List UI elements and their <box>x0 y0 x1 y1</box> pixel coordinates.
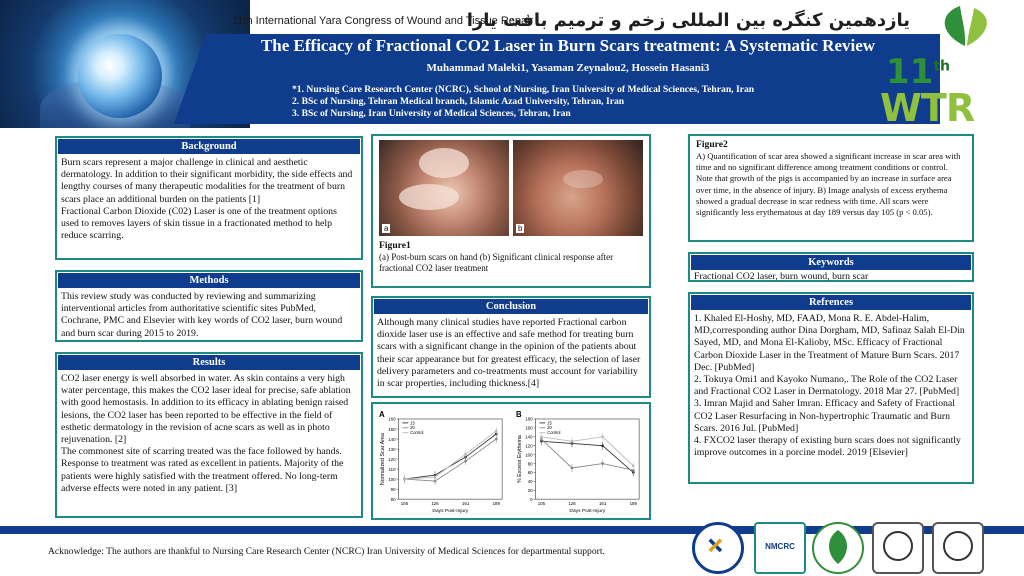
ncrc-logo-text: NMCRC <box>765 542 795 551</box>
conclusion-section <box>371 296 651 398</box>
reference-item: 4. FXCO2 laser therapy of existing burn scars does not significantly improve outcomes in a porcine model. 2019 [Elsevier] <box>694 435 961 459</box>
authors: Muhammad Maleki1, Yasaman Zeynalou2, Hossein Hasani3 <box>426 62 710 74</box>
y-tick-label: 140 <box>525 434 533 440</box>
affiliation-1: *1. Nursing Care Research Center (NCRC), School of Nursing, Iran University of Medical Sciences, Tehran, Iran <box>292 84 755 95</box>
data-point <box>540 435 543 438</box>
y-tick-label: 20 <box>527 488 533 494</box>
sponsor-logos <box>688 520 1024 576</box>
y-tick-label: 130 <box>388 446 396 452</box>
x-tick-label: 105 <box>537 501 546 507</box>
affiliation-2: 2. BSc of Nursing, Tehran Medical branch, Islamic Azad University, Tehran, Iran <box>292 96 625 107</box>
data-point <box>464 453 467 456</box>
data-point <box>571 467 574 470</box>
x-tick-label: 161 <box>461 501 470 507</box>
references-heading: Refrences <box>691 295 971 310</box>
bandage-cross-icon <box>695 525 741 571</box>
y-tick-label: 100 <box>525 452 533 458</box>
keywords-text: Fractional CO2 laser, burn wound, burn scar <box>694 271 869 282</box>
data-point <box>464 460 467 463</box>
y-tick-label: 100 <box>388 476 396 482</box>
chart-scar-area-svg <box>377 408 508 516</box>
figure1-section <box>371 134 651 288</box>
logo-number-suffix: th <box>933 58 950 75</box>
photo-label-a: a <box>384 224 389 233</box>
y-tick-label: 160 <box>388 416 396 422</box>
x-axis-label: Days Post-Injury <box>569 508 606 514</box>
background-heading: Background <box>58 139 360 154</box>
leaf-icon <box>930 4 1000 48</box>
results-paragraph: The commonest site of scarring treated was the face followed by hands. Response to treatment was rated as excellent in patients. Majority of the patients were highly satisfied with the treatment offered. No long-term adverse effects were noted in any patient. [3] <box>61 446 344 494</box>
legend-label: 20 <box>410 425 415 431</box>
legend-label: 15 <box>547 420 552 426</box>
figure1-title: Figure1 <box>379 240 411 251</box>
data-point <box>434 476 437 479</box>
figure2-title: Figure2 <box>696 139 728 150</box>
results-section <box>55 352 363 518</box>
y-tick-label: 150 <box>388 426 396 432</box>
results-heading: Results <box>58 355 360 370</box>
reference-item: 2. Tokuya Omi1 and Kayoko Numano,. The Role of the CO2 Laser and Fractional CO2 Laser in Dermatology. 2018 Mar 27. [PubMed] <box>694 374 960 398</box>
leaf-icon <box>814 524 862 572</box>
reference-item: 3. Imran Majid and Saher Imran. Efficacy and Safety of Fractional CO2 Laser Resurfacing in Non-hypertrophic Traumatic and Burn Scars. 2016 Jul. [PubMed] <box>694 398 955 434</box>
y-tick-label: 80 <box>390 496 396 502</box>
keywords-heading: Keywords <box>691 255 971 270</box>
data-point <box>601 462 604 465</box>
y-tick-label: 80 <box>527 461 533 467</box>
legend-label: 15 <box>410 420 415 426</box>
chart-panel-label: A <box>378 410 385 420</box>
y-tick-label: 110 <box>388 466 396 472</box>
y-tick-label: 120 <box>525 443 533 449</box>
congress-seal-logo <box>692 522 744 574</box>
y-axis-label: % Excess Erythema <box>516 435 523 484</box>
figure2-section <box>688 134 974 242</box>
poster-title: The Efficacy of Fractional CO2 Laser in Burn Scars treatment: A Systematic Review <box>260 36 876 55</box>
x-tick-label: 126 <box>568 501 576 507</box>
glowing-globe <box>78 34 162 118</box>
y-tick-label: 60 <box>527 470 533 476</box>
figure2-caption: A) Quantification of scar area showed a significant increase in scar area with time and no significant difference among treatment conditions or control. Note that growth of the pigs is accompanied by an increase in surface area over time, in the absence of injury. B) Image analysis of excess erythema showed a gradual decrease in scar redness with time. All scars were significantly less erythematous at day 189 versus day 105 (p < 0.05). <box>696 151 961 218</box>
x-tick-label: 189 <box>492 501 500 507</box>
y-tick-label: 140 <box>388 436 396 442</box>
x-axis-label: Days Post-Injury <box>432 508 469 514</box>
y-tick-label: 40 <box>527 479 533 485</box>
figure1-caption: (a) Post-burn scars on hand (b) Significant clinical response after fractional CO2 laser treatment <box>379 252 614 273</box>
data-point <box>495 438 498 441</box>
keywords-section <box>688 252 974 282</box>
logo-number-value: 11 <box>886 52 934 92</box>
x-tick-label: 105 <box>400 501 409 507</box>
logo-wtr-text: WTR <box>880 86 975 128</box>
methods-text: This review study was conducted by reviewing and summarizing interventional articles from authoritative scientific sites PubMed, Cochrane, PMC and Elsevier with key words of CO2 laser, burn wound and burn scar during 2015 to 2019. <box>61 291 343 339</box>
data-point <box>403 478 406 481</box>
chart-erythema <box>514 408 645 516</box>
chart-erythema-svg <box>514 408 645 516</box>
y-tick-label: 90 <box>390 486 396 492</box>
conclusion-heading: Conclusion <box>374 299 648 314</box>
legend-label: Control <box>547 430 561 436</box>
x-tick-label: 126 <box>431 501 439 507</box>
scar-patch <box>563 170 603 188</box>
results-paragraph: CO2 laser energy is well absorbed in water. As skin contains a very high water percentage, this makes the CO2 laser ideal for precise, safe ablation with good hemostasis. In addition to its efficacy in ablating benign raised lesions, the CO2 laser has been reported to be effective in the field of esthetic dermatology in the revision of acne scars as well as in photo rejuvenation. [2] <box>61 373 351 446</box>
figure1-photos <box>379 140 643 236</box>
jahad-emblem-icon <box>934 524 982 572</box>
congress-name-fa: یازدهمین کنگره بین المللی زخم و ترمیم بافت یارا <box>466 10 910 31</box>
jahad-logo <box>872 522 924 574</box>
y-tick-label: 160 <box>525 425 533 431</box>
scar-patch <box>399 184 459 210</box>
methods-section <box>55 270 363 342</box>
background-paragraph: Fractional Carbon Dioxide (C02) Laser is one of the treatment options used to removes layers of skin tissue in a fractionated method to help reduce scarring. <box>61 205 337 242</box>
photo-label-b: b <box>518 224 523 233</box>
data-point <box>632 464 635 467</box>
university-leaf-logo <box>812 522 864 574</box>
data-point <box>601 435 604 438</box>
reference-item: 1. Khaled El-Hoshy, MD, FAAD, Mona R. E. Abdel-Halim, MD,corresponding author Dina Dorgham, MD, Safinaz Salah El-Din Sayed, MD, and Mona El-Kalioby, MSc. Efficacy of Fractional Carbon Dioxide Laser in the Treatment of Mature Burn Scars. 2017 Dec. [PubMed] <box>694 313 965 373</box>
poster-header <box>0 0 1024 128</box>
references-section <box>688 292 974 484</box>
methods-heading: Methods <box>58 273 360 288</box>
data-point <box>495 430 498 433</box>
background-paragraph: Burn scars represent a major challenge in clinical and aesthetic dermatology. In addition to their significant morbidity, the side effects and lengthy courses of many therapeutic modalities for the treatment of burn scars place an additional burden on the patients [1] <box>61 157 353 205</box>
scar-patch <box>419 148 469 178</box>
data-point <box>571 440 574 443</box>
legend-label: Control <box>410 430 424 436</box>
x-tick-label: 189 <box>629 501 637 507</box>
ncrc-logo <box>754 522 806 574</box>
jahad-logo-2 <box>932 522 984 574</box>
background-section <box>55 136 363 260</box>
jahad-emblem-icon <box>874 524 922 572</box>
affiliations <box>292 84 892 120</box>
congress-name-en: 11th International Yara Congress of Wound and Tissue Repair <box>232 15 534 27</box>
acknowledgement: Acknowledge: The authors are thankful to Nursing Care Research Center (NCRC) Iran University of Medical Sciences for departmental support. <box>48 546 605 557</box>
legend-label: 20 <box>547 425 552 431</box>
y-tick-label: 180 <box>525 416 533 422</box>
y-tick-label: 0 <box>530 496 533 502</box>
y-tick-label: 120 <box>388 456 396 462</box>
figure1-photo-after <box>513 140 643 236</box>
figure1-photo-before <box>379 140 509 236</box>
congress-logo <box>860 0 1024 128</box>
affiliation-3: 3. BSc of Nursing, Iran University of Medical Sciences, Tehran, Iran <box>292 108 571 119</box>
data-point <box>601 444 604 447</box>
chart-panel-label: B <box>515 410 522 420</box>
chart-scar-area <box>377 408 508 516</box>
conclusion-text: Although many clinical studies have reported Fractional carbon dioxide laser use is an effective and safe method for treating burn scars with a significant change in the opinion of the patients about their scar appearance but for greatest efficacy, the selection of laser delivery parameters and co-treatments must account for variability in scar properties, including thickness.[4] <box>377 317 641 390</box>
figure2-charts <box>371 402 651 520</box>
x-tick-label: 161 <box>598 501 607 507</box>
y-axis-label: Normalized Scar Area <box>379 432 386 486</box>
